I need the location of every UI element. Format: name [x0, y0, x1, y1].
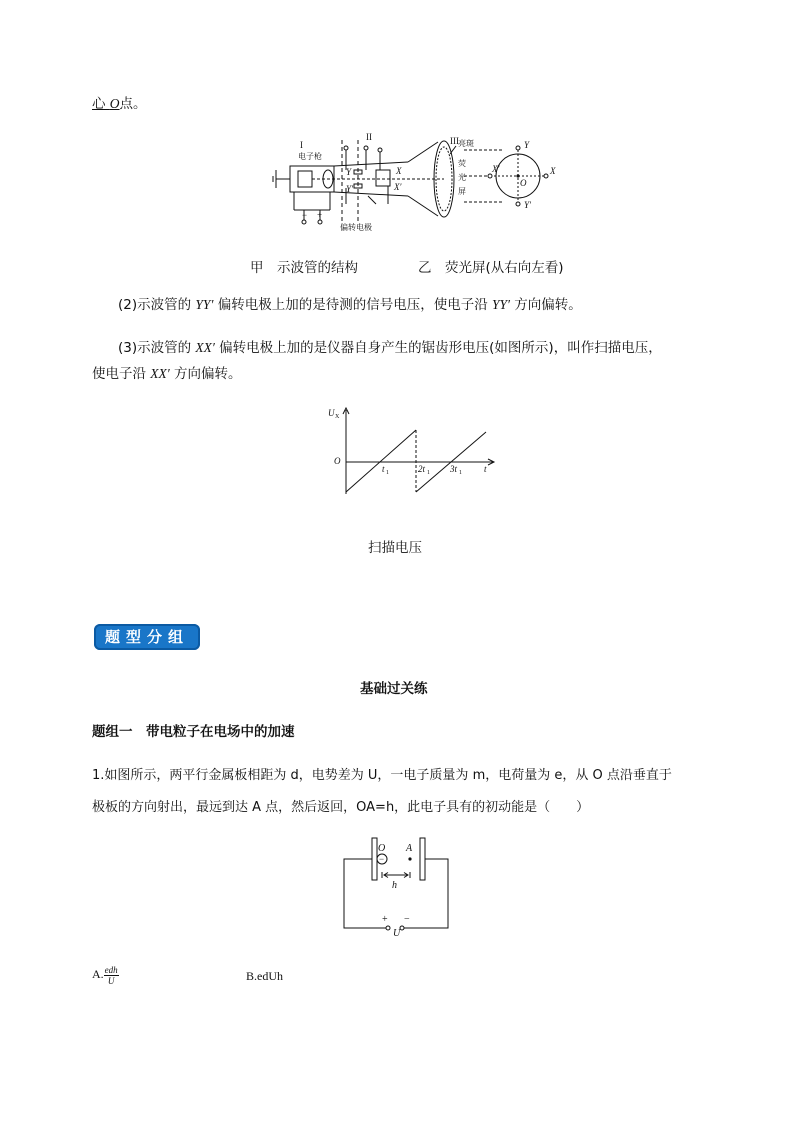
paragraph-3-line1 — [118, 338, 662, 358]
label-minus: − — [302, 210, 308, 220]
label-O-right: O — [520, 178, 527, 188]
right-plate — [420, 838, 425, 880]
label-A: A — [406, 843, 413, 854]
label-screen-3: 屏 — [458, 187, 466, 196]
tick-3t1-sub: 1 — [459, 470, 462, 476]
chart-ylabel: U — [328, 408, 335, 418]
parallel-plate-circuit — [338, 834, 454, 938]
label-Y-right: Y — [524, 140, 530, 150]
intro-suffix: 点。 — [119, 96, 147, 112]
label-Xp-left: X′ — [394, 182, 402, 192]
label-screen-2: 光 — [458, 173, 466, 182]
option-a-fraction — [104, 965, 119, 986]
oscilloscope-figure — [268, 132, 558, 234]
electron-sign: − — [379, 854, 385, 864]
tick-t1: t — [382, 464, 385, 474]
label-O: O — [378, 843, 386, 854]
tick-3t1: 3t — [450, 464, 458, 474]
option-b[interactable]: B.edUh — [246, 969, 283, 983]
para2-text-c: 偏转电极上加的是待测的信号电压，使电子沿 — [213, 297, 492, 313]
tick-t1-sub: 1 — [386, 470, 389, 476]
label-deflect: 偏转电极 — [340, 223, 372, 232]
intro-prefix: 心 — [92, 96, 110, 112]
paragraph-2 — [118, 295, 582, 315]
intro-line — [92, 94, 147, 114]
label-U: U — [393, 928, 401, 938]
label-plus: + — [317, 210, 323, 220]
section-title: 基础过关练 — [360, 681, 428, 697]
paragraph-3-line2 — [92, 364, 242, 384]
para3-text-d: 使电子沿 — [92, 366, 151, 382]
sawtooth-chart — [326, 404, 506, 500]
para2-yy: YY′ — [195, 297, 214, 312]
label-spot: 亮斑 — [458, 139, 474, 148]
label-III: III — [450, 136, 459, 146]
label-II: II — [366, 132, 372, 142]
para3-xx: XX′ — [195, 340, 215, 355]
chart-ysub: X — [335, 414, 340, 420]
figure2-caption: 扫描电压 — [368, 540, 422, 556]
label-screen-1: 荧 — [458, 159, 466, 168]
label-Yp-left: Y′ — [346, 184, 353, 194]
label-plus: + — [382, 914, 388, 925]
option-a[interactable] — [92, 964, 119, 986]
left-plate — [372, 838, 377, 880]
figure1-caption-right: 乙 荧光屏(从右向左看) — [418, 260, 564, 276]
para3-text-c: 偏转电极上加的是仪器自身产生的锯齿形电压(如图所示)，叫作扫描电压， — [214, 340, 662, 356]
label-minus: − — [404, 914, 410, 925]
tick-2t1: 2t — [418, 464, 426, 474]
tick-2t1-sub: 1 — [427, 470, 430, 476]
para2-yy-2: YY′ — [492, 297, 510, 312]
option-a-numerator: edh — [104, 964, 118, 975]
para3-text-f: 方向偏转。 — [169, 366, 242, 382]
para3-text-a: (3)示波管的 — [118, 340, 196, 356]
label-Xp-right: X′ — [492, 164, 500, 174]
label-Y-left: Y — [346, 167, 352, 177]
label-h: h — [392, 880, 397, 891]
para3-xx-2: XX′ — [150, 366, 170, 381]
saw-rise-1 — [346, 430, 416, 492]
question1-line1: 1.如图所示，两平行金属板相距为 d，电势差为 U，一电子质量为 m，电荷量为 e，从 O 点沿垂直于 — [92, 768, 672, 783]
question-group-banner: 题型分组 — [94, 624, 200, 650]
figure1-caption-left: 甲 示波管的结构 — [250, 260, 358, 276]
chart-xlabel: t — [484, 464, 487, 474]
label-I: I — [300, 140, 303, 150]
intro-point: O — [109, 96, 120, 111]
chart-origin: O — [334, 456, 341, 466]
label-X-right: X — [550, 166, 556, 176]
label-Yp-right: Y′ — [524, 200, 531, 210]
label-gun: 电子枪 — [298, 152, 322, 161]
para2-text-a: (2)示波管的 — [118, 297, 196, 313]
group-title: 题组一 带电粒子在电场中的加速 — [92, 724, 295, 740]
question1-line2: 极板的方向射出，最远到达 A 点，然后返回，OA=h，此电子具有的初动能是（ ） — [92, 800, 590, 815]
para2-text-e: 方向偏转。 — [509, 297, 582, 313]
option-a-denominator: U — [107, 975, 115, 986]
option-a-prefix: A. — [92, 967, 104, 981]
label-X-left: X — [396, 166, 402, 176]
